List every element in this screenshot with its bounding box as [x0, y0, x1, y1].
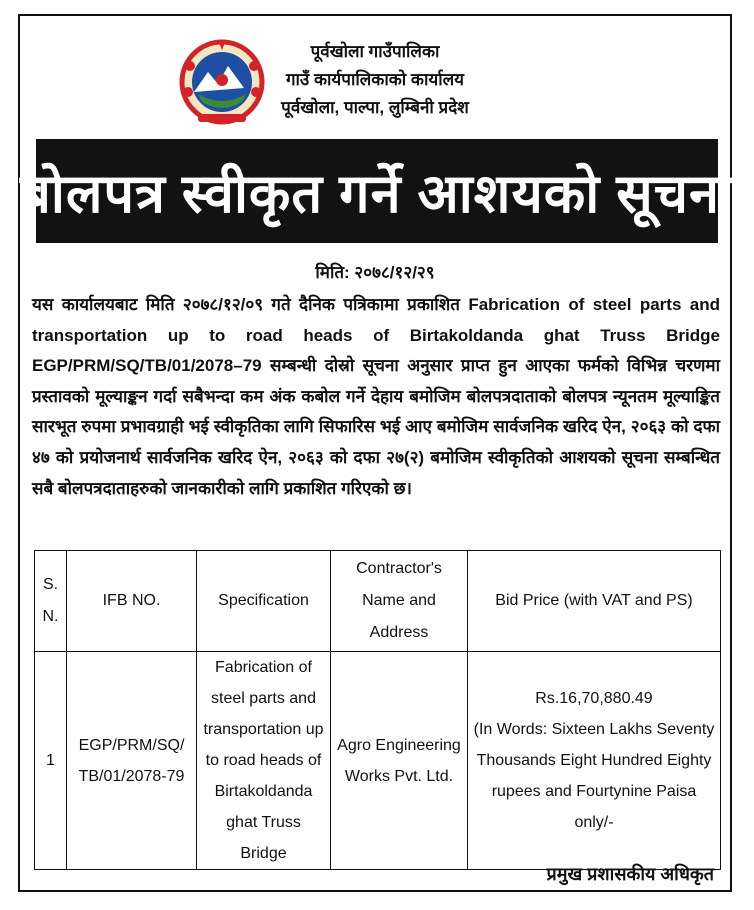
cell-sn: 1 [35, 652, 67, 870]
municipality-name: पूर्वखोला गाउँपालिका [310, 42, 440, 61]
letterhead [20, 16, 730, 141]
notice-page [18, 14, 732, 892]
cell-price [468, 652, 721, 870]
col-header-ifb: IFB NO. [67, 551, 197, 652]
notice-title: बोलपत्र स्वीकृत गर्ने आशयको सूचना [20, 164, 734, 224]
cell-ifb: EGP/PRM/SQ/ TB/01/2078-79 [67, 652, 197, 870]
signatory-title: प्रमुख प्रशासकीय अधिकृत [546, 864, 714, 884]
office-name: गाउँ कार्यपालिकाको कार्यालय [285, 70, 465, 89]
office-address-block [270, 38, 480, 122]
table-row [35, 652, 721, 870]
bid-price-words: (In Words: Sixteen Lakhs Seventy Thousands Eight Hundred Eighty rupees and Fourtynine Paisa only/- [473, 721, 715, 831]
award-table [34, 550, 721, 870]
notice-body: यस कार्यालयबाट मिति २०७८/१२/०९ गते दैनिक पत्रिकामा प्रकाशित Fabrication of steel parts and transportation up to road heads of Birtakoldanda ghat Truss Bridge EGP/PRM/SQ/TB/01/2078–79 सम्बन्धी दोस्रो सूचना अनुसार प्राप्त हुन आएका फर्मको विभिन्न चरणमा प्रस्तावको मूल्याङ्कन गर्दा सबैभन्दा कम अंक कबोल गर्ने देहाय बमोजिम बोलपत्रदाताको बोलपत्र न्यूनतम मूल्याङ्कित सारभूत रुपमा प्रभावग्राही भई स्वीकृतिका लागि सिफारिस भई आए बमोजिम सार्वजनिक खरिद ऐन, २०६३ को दफा ४७ को प्रयोजनार्थ सार्वजनिक खरिद ऐन, २०६३ को दफा २७(२) बमोजिम स्वीकृतिको आशयको सूचना सम्बन्धित सबै बोलपत्रदाताहरुको जानकारीको लागि प्रकाशित गरिएको छ। [32, 295, 720, 498]
notice-title-banner [20, 139, 734, 243]
col-header-spec: Specification [197, 551, 331, 652]
notice-date: मिति: २०७८/१२/२९ [315, 263, 435, 282]
col-header-contractor: Contractor's Name and Address [331, 551, 468, 652]
bid-price-amount: Rs.16,70,880.49 [535, 690, 653, 707]
office-location: पूर्वखोला, पाल्पा, लुम्बिनी प्रदेश [281, 98, 469, 117]
col-header-sn: S. N. [35, 551, 67, 652]
col-header-price: Bid Price (with VAT and PS) [468, 551, 721, 652]
cell-contractor: Agro Engineering Works Pvt. Ltd. [331, 652, 468, 870]
cell-spec: Fabrication of steel parts and transportation up to road heads of Birtakoldanda ghat Truss Bridge [197, 652, 331, 870]
municipality-emblem-icon [178, 36, 266, 126]
table-header-row [35, 551, 721, 652]
